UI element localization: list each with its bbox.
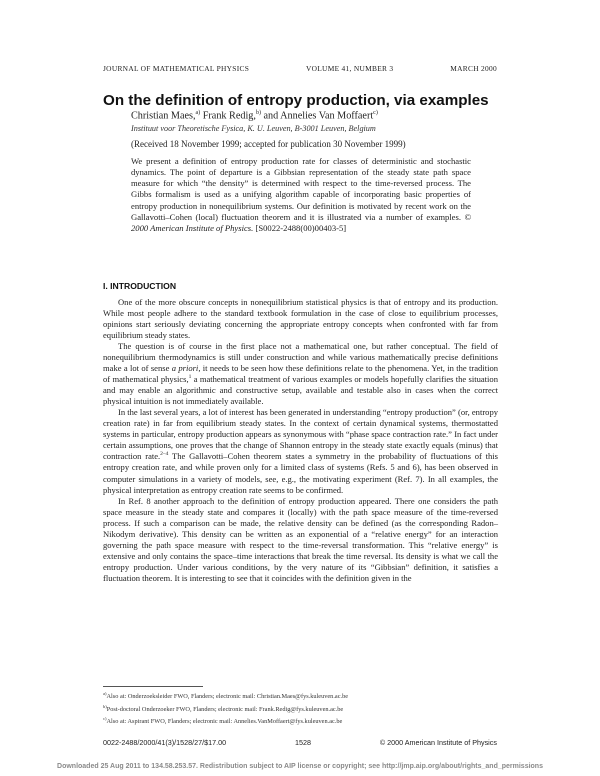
footnote-text: Also at: Aspirant FWO, Flanders; electronic mail: Annelies.VanMoffaert@fys.kuleuven.ac.be [106,718,343,726]
abstract [131,156,471,234]
author-name: Christian Maes, [131,110,196,122]
affiliation: Instituut voor Theoretische Fysica, K. U. Leuven, B-3001 Leuven, Belgium [131,124,376,133]
section-heading: I. INTRODUCTION [103,281,177,291]
author-name: and Annelies Van Moffaert [260,110,374,122]
footnote-text: Post-doctoral Onderzoeker FWO, Flanders; electronic mail: Frank.Redig@fys.kuleuven.ac.be [106,705,344,713]
abstract-code: [S0022-2488(00)00403-5] [255,222,347,233]
paragraph-text: In Ref. 8 another approach to the definition of entropy production appeared. There one considers the path space measure in the steady state and compares it (locally) with the path space measure of the time-reversed process. If such a comparison can be made, the relative density can be defined (as the corresponding Radon–Nikodym derivative). This density can be written as an exponential of a “relative energy” for an interaction governing the path space measure with respect to the time-reversal transformation. This “relative energy” is extensive and only contains the space–time interactions that break the time reversal. Its density is what we call the entropy production. Under various conditions, by the very nature of its “Gibbsian” definition, it satisfies a fluctuation theorem. It is interesting to see that it coincides with the definition given in the [103,495,498,583]
footnote-divider [103,686,203,687]
download-notice: Downloaded 25 Aug 2011 to 134.58.253.57. Redistribution subject to AIP license or copyright; see http://jmp.aip.org/about/rights_and_permissions [57,763,543,770]
article-code: 0022-2488/2000/41(3)/1528/27/$17.00 [103,738,227,747]
paper-title: On the definition of entropy production, via examples [103,92,489,109]
paragraph-text: The question is of course in the first place not a mathematical one, but rather conceptual. The field of nonequilibrium thermodynamics is still under construction and while various mathematically precise definitions make a lot of sense [103,341,498,374]
abstract-copyright: © 2000 American Institute of Physics. [131,211,471,233]
author-footnote-mark: c) [373,110,378,116]
page-number: 1528 [294,738,311,747]
citation-mark: 1 [188,374,192,381]
volume-number: VOLUME 41, NUMBER 3 [305,64,394,73]
footnote [103,702,498,715]
italic-phrase: a priori [171,363,199,374]
author-footnote-mark: a) [195,110,201,116]
paragraph-text: In the last several years, a lot of interest has been generated in understanding “entropy production” (or, entropy creation rate) in far from equilibrium steady states. In the context of certain dynamical systems, thermostatted systems in particular, entropy production appears as synonymous with “phase space contraction rate.” In fact under certain assumptions, one proves that the change of Shannon entropy in the steady state exactly equals (minus) that contraction rate. [103,407,498,462]
journal-header [103,64,497,73]
author-name: Frank Redig, [200,110,256,122]
received-dates: (Received 18 November 1999; accepted for publication 30 November 1999) [131,139,406,149]
footnote-text: Also at: Onderzoeksleider FWO, Flanders; electronic mail: Christian.Maes@fys.kuleuven.ac.be [106,693,349,701]
citation-mark: 2–4 [160,451,169,458]
footnote-mark: b) [103,703,107,709]
paragraph [103,341,498,407]
footnotes [103,689,498,727]
paragraph-text: , it needs to be seen how these definitions relate to the phenomena. Yet, in the tradition of mathematical physics, [103,363,499,385]
footer-copyright: © 2000 American Institute of Physics [379,738,497,747]
paragraph [103,496,498,584]
paragraph-text: One of the more obscure concepts in nonequilibrium statistical physics is that of entropy and its production. While most people adhere to the standard textbook formulation in the case of close to equilibrium processes, opinions start seriously deviating concerning the appropriate entropy concepts when confronted with far from equilibrium steady states. [103,297,498,341]
body-text [103,297,498,584]
paragraph [103,297,498,341]
abstract-text: We present a definition of entropy production rate for classes of deterministic and stochastic dynamics. The point of departure is a Gibbsian representation of the steady state path space measure for which “the density” is determined with respect to the time-reversed process. The Gibbs formalism is used as a unifying algorithm capable of incorporating basic properties of entropy production in nonequilibrium systems. Our definition is motivated by recent work on the Gallavotti–Cohen (local) fluctuation theorem and it is illustrated via a number of examples. [131,156,471,222]
footnote-mark: a) [103,691,107,696]
issue-date: MARCH 2000 [450,64,497,73]
footnote [103,689,498,702]
footnote [103,714,498,727]
page-footer [103,738,497,747]
paragraph-text: a mathematical treatment of various examples or models hopefully clarifies the situation and may enable an algorithmic and constructive setup, available and testable also in cases when the correct physical intuition is not immediately available. [103,374,498,407]
journal-name: JOURNAL OF MATHEMATICAL PHYSICS [103,64,250,73]
paragraph [103,407,498,495]
footnote-mark: c) [103,716,107,722]
author-footnote-mark: b) [255,110,261,116]
author-list [131,110,378,121]
paragraph-text: The Gallavotti–Cohen theorem states a symmetry in the probability of fluctuations of this entropy creation rate, and while proven only for a limited class of systems (Refs. 5 and 6), has been observed in computer simulations in a variety of models, see, e.g., the motivating experiment (Ref. 7). In all examples, the physical interpretation as entropy creation rate seems to be confirmed. [103,451,498,495]
